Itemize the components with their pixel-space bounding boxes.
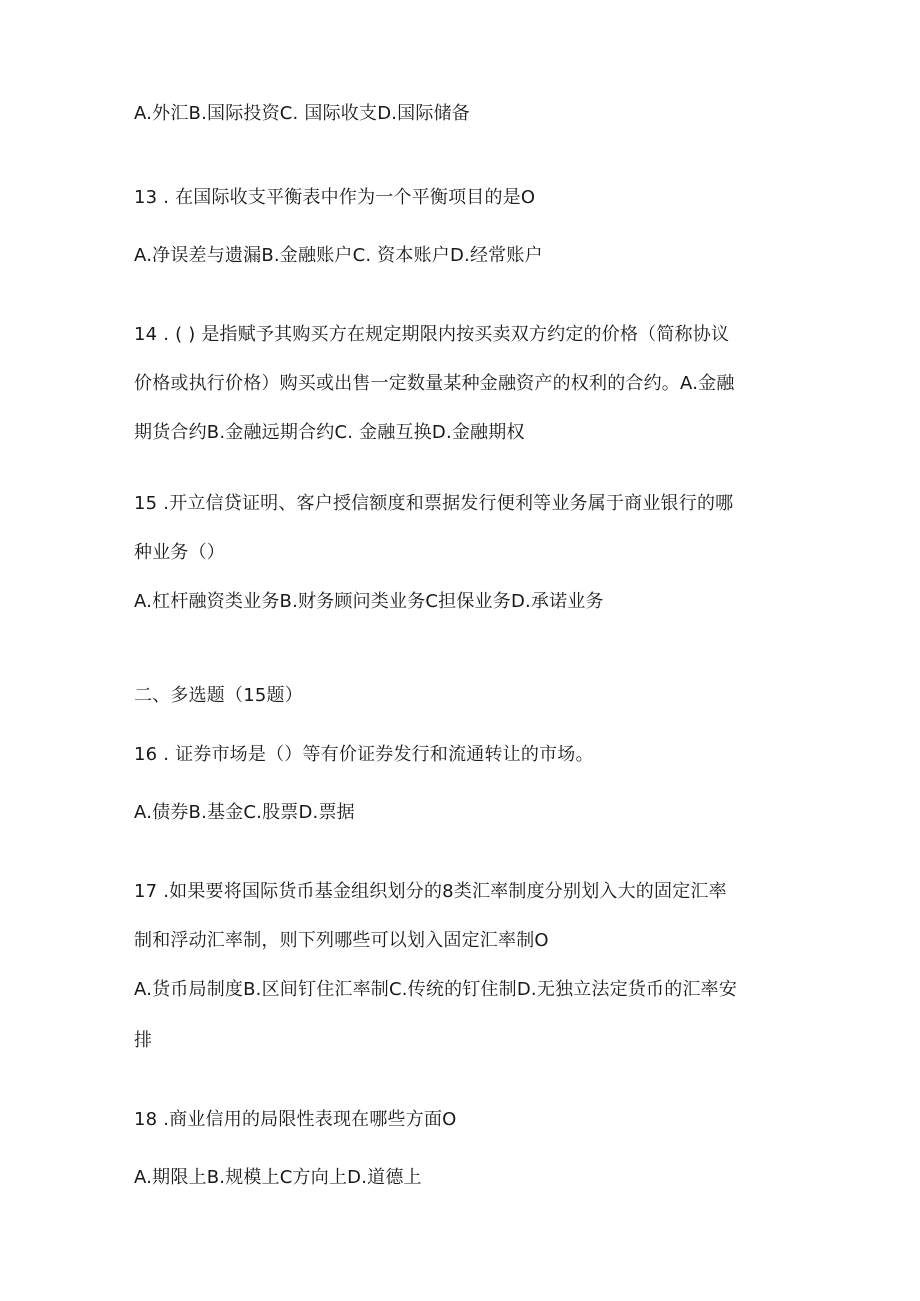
q18-options: A.期限上B.规模上C方向上D.道德上 (134, 1167, 422, 1188)
q17-question-line-2: 制和浮动汇率制，则下列哪些可以划入固定汇率制O (134, 930, 549, 951)
q16-question: 16 . 证券市场是（）等有价证券发行和流通转让的市场。 (134, 744, 594, 765)
q14-question-line-1: 14 . ( ) 是指赋予其购买方在规定期限内按买卖双方约定的价格（简称协议 (134, 324, 730, 345)
q15-question-line-2: 种业务（） (134, 542, 225, 563)
q17-options-line-1: A.货币局制度B.区间钉住汇率制C.传统的钉住制D.无独立法定货币的汇率安 (134, 979, 738, 1000)
q17-question-line-1: 17 .如果要将国际货币基金组织划分的8类汇率制度分别划入大的固定汇率 (134, 881, 727, 902)
q17-options-line-2: 排 (134, 1030, 153, 1051)
section-heading: 二、多选题（15题） (134, 685, 303, 706)
q16-options: A.债券B.基金C.股票D.票据 (134, 802, 355, 823)
q14-question-line-2: 价格或执行价格）购买或出售一定数量某种金融资产的权利的合约。A.金融 (134, 373, 735, 394)
q15-question-line-1: 15 .开立信贷证明、客户授信额度和票据发行便利等业务属于商业银行的哪 (134, 493, 734, 514)
q12-options: A.外汇B.国际投资C. 国际收支D.国际储备 (134, 103, 470, 124)
q13-options: A.净误差与遗漏B.金融账户C. 资本账户D.经常账户 (134, 245, 543, 266)
q14-question-line-3: 期货合约B.金融远期合约C. 金融互换D.金融期权 (134, 422, 525, 443)
q15-options: A.杠杆融资类业务B.财务顾问类业务C担保业务D.承诺业务 (134, 591, 604, 612)
q18-question: 18 .商业信用的局限性表现在哪些方面O (134, 1109, 457, 1130)
q13-question: 13 . 在国际收支平衡表中作为一个平衡项目的是O (134, 187, 536, 208)
